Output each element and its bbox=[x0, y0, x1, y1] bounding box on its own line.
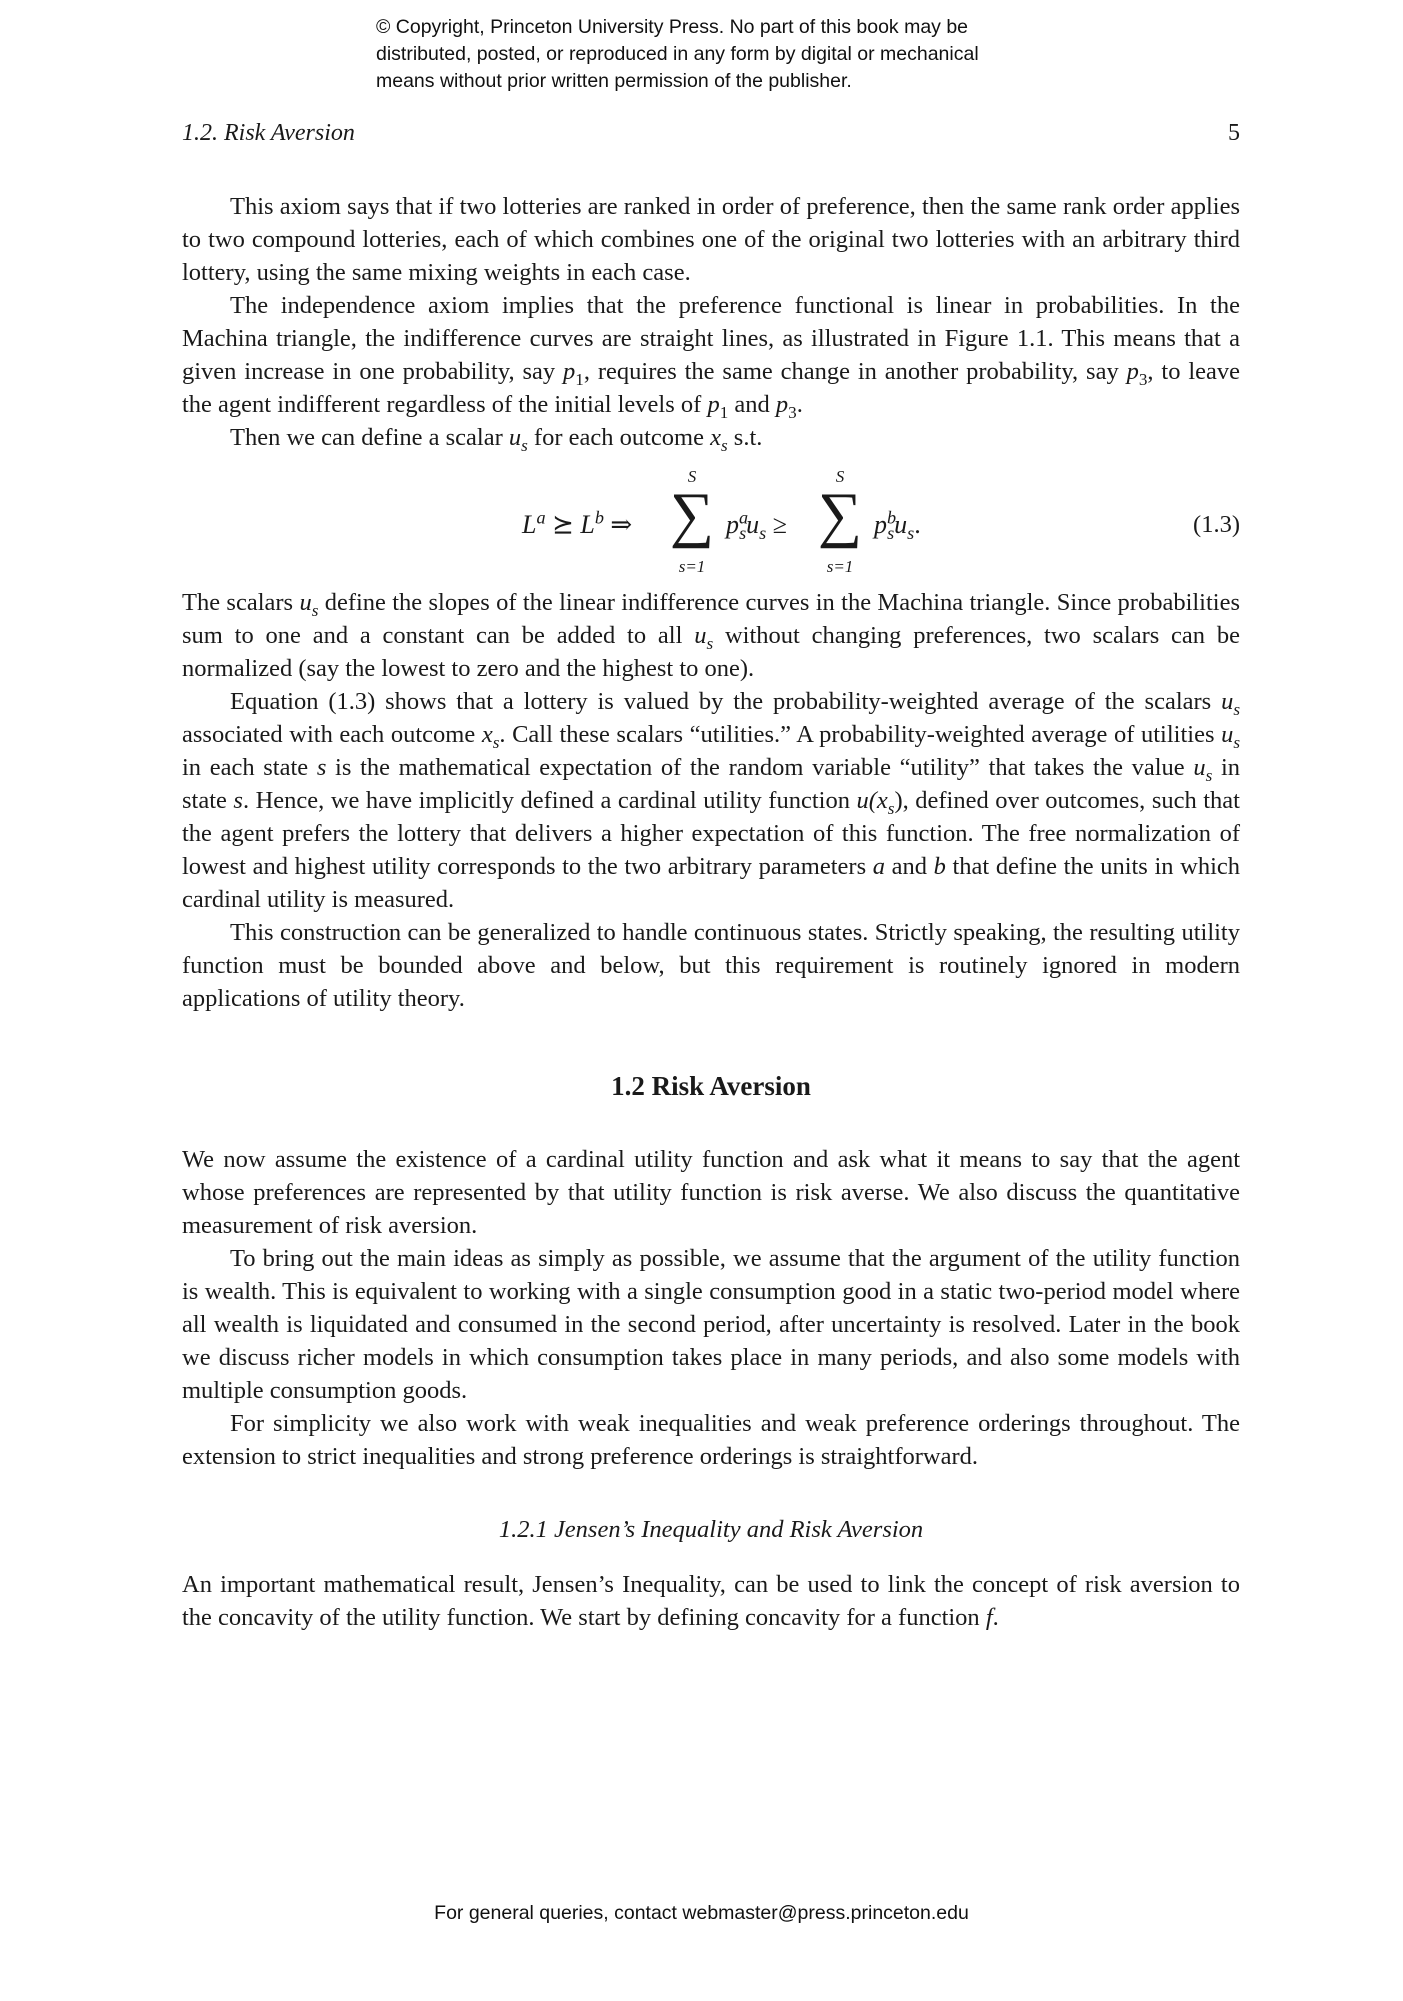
copyright-line: means without prior written permission of the publisher. bbox=[376, 70, 852, 92]
paragraph: To bring out the main ideas as simply as possible, we assume that the argument of the utility function is wealth. This is equivalent to working with a single consumption good in a static two-period model where all wealth is liquidated and consumed in the second period, after uncertainty is resolved. Later in the book we discuss richer models in which consumption takes place in many periods, and also some models with multiple consumption goods. bbox=[182, 1245, 1240, 1404]
paragraph: The scalars $u_s$ define the slopes of the linear indifference curves in the Machina triangle. Since probabilities sum to one and a constant can be added to all $u_s$ without changing preferences, two scalars can be normalized (say the lowest to zero and the highest to one). bbox=[182, 589, 1241, 682]
paragraph: The independence axiom implies that the preference functional is linear in probabilities. In the Machina triangle, the indifference curves are straight lines, as illustrated in Figure 1.1. This means that a given increase in one probability, say $p_1$, requires the same change in another probability, say $p_3$, to leave the agent indifferent regardless of the initial levels of $p_1$ and $p_3$. bbox=[182, 292, 1241, 422]
footer-contact: For general queries, contact webmaster@press.princeton.edu bbox=[434, 1902, 969, 1924]
eq-term-b: $p^b_su_s$. bbox=[874, 507, 921, 544]
sigma-sum: S ∑ s=1 bbox=[669, 467, 715, 576]
copyright-line: distributed, posted, or reproduced in any form by digital or mechanical bbox=[376, 43, 979, 65]
paragraph: This construction can be generalized to handle continuous states. Strictly speaking, the resulting utility function must be bounded above and below, but this requirement is routinely ignored in modern applications of utility theory. bbox=[182, 919, 1240, 1012]
paragraph: An important mathematical result, Jensen’s Inequality, can be used to link the concept of risk aversion to the concavity of the utility function. We start by defining concavity for a function f. bbox=[182, 1571, 1240, 1631]
sigma-sum: S ∑ s=1 bbox=[817, 467, 863, 576]
eq-lhs: $L^a$ ⪰ $L^b$ ⇒ bbox=[522, 507, 633, 539]
running-head bbox=[182, 120, 1240, 152]
equation-1-3 bbox=[182, 462, 1240, 580]
running-head-section: 1.2. Risk Aversion bbox=[182, 120, 355, 146]
section-title: 1.2 Risk Aversion bbox=[611, 1071, 811, 1101]
paragraph: For simplicity we also work with weak inequalities and weak preference orderings throughout. The extension to strict inequalities and strong preference orderings is straightforward. bbox=[182, 1410, 1240, 1470]
paragraph: We now assume the existence of a cardinal utility function and ask what it means to say that the agent whose preferences are represented by that utility function is risk averse. We also discuss the quantitative measurement of risk aversion. bbox=[182, 1146, 1240, 1239]
equation-number: (1.3) bbox=[1193, 511, 1240, 538]
copyright-notice bbox=[376, 14, 1076, 95]
page-number: 5 bbox=[1228, 120, 1240, 146]
page-body bbox=[182, 190, 1240, 1634]
paragraph: Then we can define a scalar $u_s$ for each outcome $x_s$ s.t. bbox=[230, 424, 763, 455]
eq-term-a: $p^a_su_s$ ≥ bbox=[726, 507, 788, 544]
paragraph: This axiom says that if two lotteries are ranked in order of preference, then the same rank order applies to two compound lotteries, each of which combines one of the original two lotteries with an arbitrary third lottery, using the same mixing weights in each case. bbox=[182, 193, 1240, 286]
subsection-title: 1.2.1 Jensen’s Inequality and Risk Aversion bbox=[498, 1516, 924, 1543]
copyright-line: © Copyright, Princeton University Press. No part of this book may be bbox=[376, 16, 969, 38]
paragraph: Equation (1.3) shows that a lottery is valued by the probability-weighted average of the scalars $u_s$ associated with each outcome $x_s$. Call these scalars “utilities.” A probability-weighted average of utilities $u_s$ in each state s is the mathematical expectation of the random variable “utility” that takes the value $u_s$ in state s. Hence, we have implicitly defined a cardinal utility function $u(x_s)$, defined over outcomes, such that the agent prefers the lottery that delivers a higher expectation of this function. The free normalization of lowest and highest utility corresponds to the two arbitrary parameters a and b that define the units in which cardinal utility is measured. bbox=[182, 688, 1241, 913]
